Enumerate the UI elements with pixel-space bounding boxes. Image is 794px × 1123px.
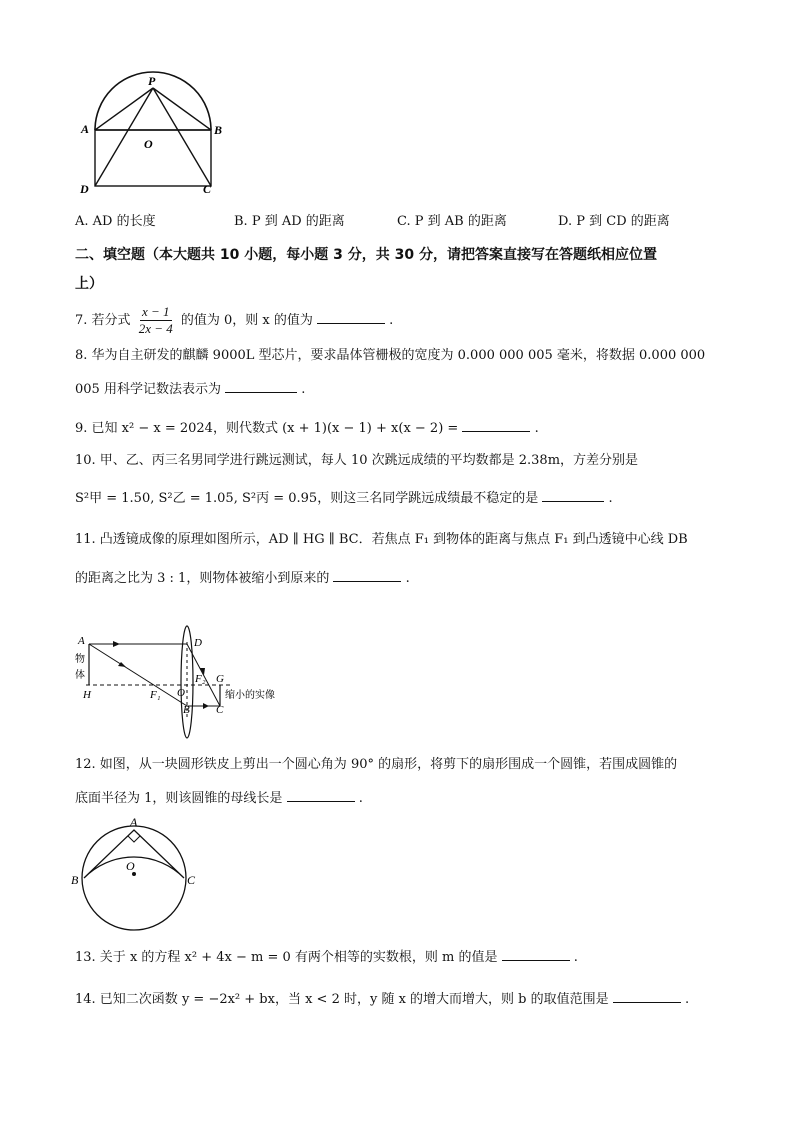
q14-end: .: [684, 992, 690, 1007]
option-a-letter: A.: [75, 214, 89, 229]
q9-answer-blank[interactable]: [462, 417, 530, 432]
right-angle-mark: [128, 836, 140, 842]
q7-end: .: [389, 313, 394, 328]
option-c: [397, 213, 507, 231]
question-12-line2: [75, 787, 363, 808]
question-8-line2: [75, 378, 305, 399]
label-object-1: 物: [75, 654, 85, 665]
q14-answer-blank[interactable]: [613, 988, 681, 1003]
q7-fraction-denominator: 2x − 4: [138, 321, 173, 336]
option-d-letter: D.: [558, 214, 573, 229]
label-A: A: [81, 122, 90, 136]
label-real-image: 缩小的实像: [225, 690, 275, 701]
line-PA: [95, 88, 153, 130]
question-12-line1: 12. 如图，从一块圆形铁皮上剪出一个圆心角为 90° 的扇形，将剪下的扇形围成一个圆锥，若围成圆锥的: [75, 757, 678, 772]
q12-answer-blank[interactable]: [287, 787, 355, 802]
q10-answer-blank[interactable]: [542, 487, 604, 502]
option-d-text: P 到 CD 的距离: [576, 214, 670, 229]
label-B: B: [183, 704, 190, 716]
label-D: D: [194, 637, 202, 649]
option-c-text: P 到 AB 的距离: [414, 214, 507, 229]
q7-fraction-numerator: x − 1: [141, 304, 170, 319]
option-a: [75, 213, 156, 231]
option-a-text: AD 的长度: [92, 214, 156, 229]
figure-q6: [70, 68, 230, 200]
question-10-line2: [75, 487, 613, 508]
section-heading-cont: 上）: [75, 276, 103, 292]
option-b-letter: B.: [234, 214, 248, 229]
question-10-line1: 10. 甲、乙、丙三名男同学进行跳远测试，每人 10 次跳远成绩的平均数都是 2.38m，方差分别是: [75, 453, 639, 468]
line-PC: [153, 88, 211, 186]
rectangle-ABCD: [95, 130, 211, 186]
label-P: P: [148, 74, 156, 88]
question-7: [75, 304, 393, 337]
ray-AD-arrow: [113, 641, 120, 647]
option-d: [558, 213, 670, 231]
question-8-line1: 8. 华为自主研发的麒麟 9000L 型芯片，要求晶体管栅极的宽度为 0.000 000 005 毫米，将数据 0.000 000: [75, 348, 706, 363]
q7-answer-blank[interactable]: [317, 309, 385, 324]
label-A: A: [130, 815, 138, 829]
q8-answer-blank[interactable]: [225, 378, 297, 393]
label-D: D: [80, 182, 89, 196]
q12-line2-text: 底面半径为 1，则该圆锥的母线长是: [75, 791, 283, 806]
q7-post: 的值为 0，则 x 的值为: [180, 313, 313, 328]
label-C: C: [203, 182, 212, 196]
q7-pre: 若分式: [91, 313, 131, 328]
q7-fraction: [137, 304, 175, 337]
label-G: G: [216, 673, 224, 685]
q8-end: .: [301, 382, 306, 397]
q10-line2-text: S²甲 = 1.50, S²乙 = 1.05, S²丙 = 0.95，则这三名同学跳远成绩最不稳定的是: [75, 491, 539, 506]
q13-answer-blank[interactable]: [502, 946, 570, 961]
label-C: C: [216, 704, 224, 716]
label-object-2: 体: [75, 670, 85, 681]
q8-line2-text: 005 用科学记数法表示为: [75, 382, 221, 397]
section-heading: 二、填空题（本大题共 10 小题，每小题 3 分，共 30 分，请把答案直接写在答题纸相应位置: [75, 247, 657, 263]
label-B: B: [214, 123, 223, 137]
question-11-line1: 11. 凸透镜成像的原理如图所示，AD ∥ HG ∥ BC．若焦点 F₁ 到物体的距离与焦点 F₁ 到凸透镜中心线 DB: [75, 532, 688, 547]
label-F1: F₁: [150, 689, 161, 701]
q11-line2-text: 的距离之比为 3 : 1，则物体被缩小到原来的: [75, 571, 330, 586]
question-14: [75, 988, 689, 1009]
ray-AB: [89, 644, 187, 706]
q11-answer-blank[interactable]: [333, 567, 401, 582]
option-b: [234, 213, 345, 231]
label-F2: F₂: [195, 673, 206, 685]
label-O: O: [126, 859, 135, 873]
q11-end: .: [405, 571, 410, 586]
label-A: A: [78, 635, 85, 647]
label-H: H: [83, 689, 91, 701]
option-c-letter: C.: [397, 214, 411, 229]
q7-number: 7.: [75, 313, 88, 328]
label-C: C: [187, 873, 196, 887]
question-13: [75, 946, 578, 967]
question-9: [75, 417, 539, 438]
q10-end: .: [608, 491, 613, 506]
label-O: O: [177, 687, 185, 699]
option-b-text: P 到 AD 的距离: [251, 214, 345, 229]
q13-text: 13. 关于 x 的方程 x² + 4x − m = 0 有两个相等的实数根，则 m 的值是: [75, 950, 498, 965]
figure-q12-sector: [68, 810, 208, 935]
q9-end: .: [534, 421, 539, 436]
ray-BC-arrow: [203, 703, 209, 709]
q14-text: 14. 已知二次函数 y = −2x² + bx，当 x < 2 时，y 随 x 的增大而增大，则 b 的取值范围是: [75, 992, 609, 1007]
line-PB: [153, 88, 211, 130]
label-B: B: [71, 873, 79, 887]
question-11-line2: [75, 567, 410, 588]
q12-end: .: [358, 791, 363, 806]
q13-end: .: [573, 950, 578, 965]
figure-q11-lens: [70, 622, 300, 747]
label-O: O: [144, 137, 153, 151]
q9-text: 9. 已知 x² − x = 2024，则代数式 (x + 1)(x − 1) + x(x − 2) =: [75, 421, 459, 436]
